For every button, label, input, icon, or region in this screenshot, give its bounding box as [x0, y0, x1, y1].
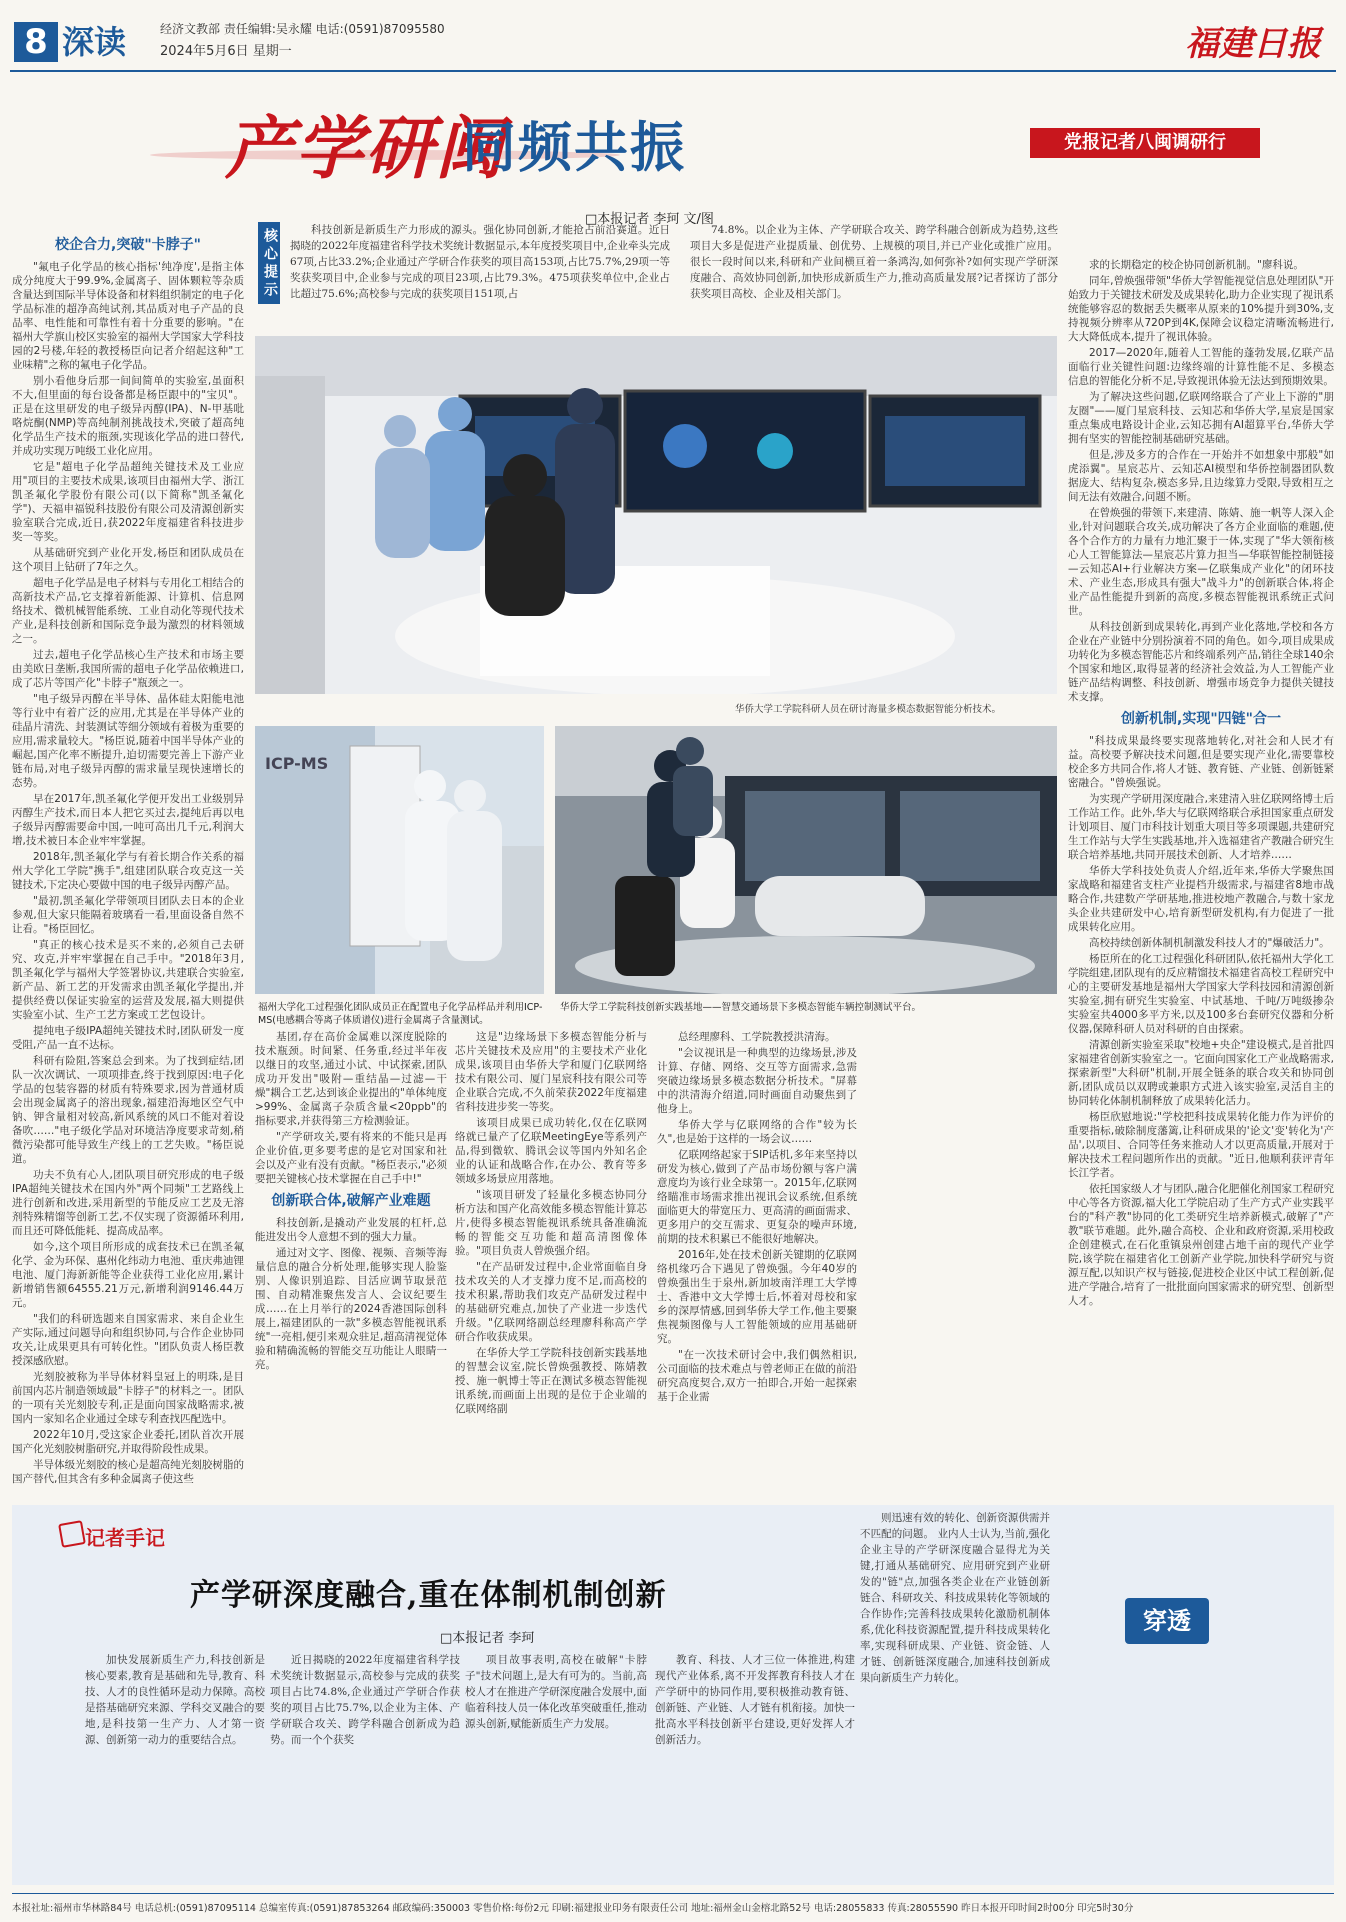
- commentary-col-4: [655, 1652, 855, 1852]
- paragraph: "在一次技术研讨会中,我们偶然相识,公司面临的技术难点与曾老师正在做的前沿研究高度契合,双方一拍即合,开始一起探索基于企业需: [657, 1349, 857, 1403]
- subhead-2: 创新联合体,破解产业难题: [271, 1193, 431, 1209]
- paragraph: 如今,这个项目所形成的成套技术已在凯圣氟化学、金为环保、惠州化纬动力电池、重庆弗迪锂电池、厦门海新新能等企业获得工业化应用,累计新增销售额64555.21万元,新增利润9146.44万元。: [12, 1241, 244, 1309]
- column-badge: 穿透: [1125, 1598, 1209, 1644]
- paragraph: 科技创新,是撬动产业发展的杠杆,总能进发出令人意想不到的强大力量。: [255, 1217, 447, 1243]
- paragraph: 华侨大学科技处负责人介绍,近年来,华侨大学聚焦国家战略和福建省支柱产业提档升级需求,与福建省8地市战略合作,共建数产学研基地,推进校地产教融合,与数十家龙头企业共建研发中心,培育新型研发机构,有力促进了一批成果转化应用。: [1068, 865, 1334, 933]
- paragraph: 为实现产学研用深度融合,来建清入驻亿联网络博士后工作站工作。此外,华大与亿联网络联合承担国家重点研发计划项目、厦门市科技计划重大项目等多项课题,共建研究生工作站与大学生实践基地,并入选福建省产教融合研究生联合培养基地,共同开展技术创新、人才培养……: [1068, 793, 1334, 861]
- paragraphs-2: [1068, 734, 1334, 1308]
- paragraph: 光刻胶被称为半导体材料皇冠上的明珠,是目前国内芯片制造领域最"卡脖子"的材料之一。团队的一项有关光刻胶专利,正是面向国家战略需求,被国内一家知名企业通过全球专利查找匹配选中。: [12, 1371, 244, 1425]
- photo-caption-1: 华侨大学工学院科研人员在研讨海量多模态数据智能分析技术。: [735, 704, 1002, 715]
- commentary-tag: 记者手记: [85, 1526, 165, 1550]
- photo-lab-monitors: [255, 336, 1057, 694]
- photo-driving-sim: [555, 726, 1057, 994]
- paragraphs-2: [255, 1216, 447, 1372]
- page-number: 8: [14, 22, 58, 62]
- paragraph: "氟电子化学品的核心指标'纯净度',是指主体成分纯度大于99.9%,金属离子、固体颗粒等杂质含量达到国际半导体设备和材料组织制定的电子化学品标准的超净高纯试剂,其品质对电子产品的良品率、电性能和可靠性有着十分重要的影响。"在福州大学旗山校区实验室的福州大学国家大学科技园的2号楼,年轻的教授杨臣向记者介绍起这种"工业味精"之称的氟电子化学品。: [12, 261, 244, 371]
- commentary-para: 近日揭晓的2022年度福建省科学技术奖统计数据显示,高校参与完成的获奖项目占比74.8%,企业通过产学研合作获奖的项目占比75.7%,以企业为主体、产学研联合攻关、跨学科融合创新成为趋势。而一个个获奖: [270, 1654, 460, 1746]
- paragraph: 高校持续创新体制机制激发科技人才的"爆破活力"。: [1089, 937, 1330, 949]
- paragraph: 2016年,处在技术创新关键期的亿联网络机缘巧合下遇见了曾焕强。今年40岁的曾焕强出生于泉州,新加坡南洋理工大学博士、香港中文大学博士后,怀着对母校和家乡的深厚情感,回到华侨大学工作,他主要聚焦视频图像与人工智能领域的应用基础研究。: [657, 1249, 857, 1345]
- paragraph: "在产品研发过程中,企业常面临自身技术攻关的人才支撑力度不足,而高校的技术积累,帮助我们攻克产品研发过程中的基础研究难点,加快了产业进一步迭代升级。"亿联网络副总经理廖科称高产学研合作收获成果。: [455, 1261, 647, 1343]
- paragraph: 2018年,凯圣氟化学与有着长期合作关系的福州大学化工学院"携手",组建团队联合攻克这一关键技术,下定决心要做中国的电子级异丙醇产品。: [12, 851, 244, 891]
- commentary-para: 项目故事表明,高校在破解"卡脖子"技术问题上,是大有可为的。当前,高校人才在推进产学研深度融合发展中,面临着科技人员一体化改革突破重任,推动源头创新,赋能新质生产力发展。: [465, 1654, 647, 1730]
- paragraph: 别小看他身后那一间间简单的实验室,虽面积不大,但里面的每台设备都是杨臣跟中的"宝贝"。正是在这里研发的电子级异丙醇(IPA)、N-甲基吡咯烷酮(NMP)等高纯制剂挑战技术,突破了超高纯化学品生产技术的瓶颈,实现该化学品的进口替代,并成功实现万吨级工业化应用。: [12, 375, 244, 457]
- editor-info: 经济文教部 责任编辑:吴永耀 电话:(0591)87095580: [160, 22, 445, 36]
- paragraph: 华侨大学与亿联网络的合作"较为长久",也是始于这样的一场会议……: [657, 1119, 857, 1145]
- photo-caption-2: 福州大学化工过程强化团队成员正在配置电子化学品样品并利用ICP-MS(电感耦合等离子体质谱仪)进行金属离子含量测试。: [258, 1002, 543, 1026]
- paragraph: 依托国家级人才与团队,融合化肥催化剂国家工程研究中心等各方资源,福大化工学院启动了生产方式产业实践平台的"科产教"协同的化工类研究生培养新模式,破解了"产教"联节难题。此外,融合高校、企业和政府资源,采用校政企创建模式,在石化重镇泉州创建占地千亩的现代产业学院,该学院在福建省化工创新产业学院,加快科学研究与资源互配,以知识产权与链接,促进校企业区中试工程创新,促进产学融合,培育了一批批面向国家需求的研究型、创新型人才。: [1068, 1183, 1334, 1307]
- paragraph: 基团,存在高价金属难以深度脱除的技术瓶颈。时间紧、任务重,经过半年夜以继日的攻坚,通过小试、中试探索,团队成功开发出"吸附—重结晶—过滤—干燥"耦合工艺,达到该企业提出的"单体纯度>99%、金属离子杂质含量<20ppb"的指标要求,并获得第三方检测验证。: [255, 1031, 447, 1127]
- article-column-1: [12, 230, 244, 1500]
- article-column-4: [657, 1030, 857, 1500]
- paragraph: 同年,曾焕强带领"华侨大学智能视觉信息处理团队"开始致力于关键技术研发及成果转化,助力企业实现了视讯系统能够容忍的数据丢失概率从原来的10%提升到30%,支持视频分辨率从720P到4K,保障会议稳定清晰流畅进行,大大降低成本,提升了视讯体验。: [1068, 275, 1334, 343]
- article-byline: □本报记者 李珂 文/图: [585, 212, 714, 227]
- keypoint-text-2: [690, 222, 1058, 322]
- paragraphs: [12, 260, 244, 1486]
- paragraph: 从科技创新到成果转化,再到产业化落地,学校和各方企业在产业链中分别扮演着不同的角色。如今,项目成果成功转化为多模态智能芯片和终端系列产品,销往全球140余个国家和地区,取得显著的经济社会效益,为人工智能产业链产品结构调整、科技创新、增强市场竞争力提供关键技术支撑。: [1068, 621, 1334, 703]
- photo-driving-illustration: [555, 726, 1057, 994]
- article-column-3: [455, 1030, 647, 1500]
- commentary-title: 产学研深度融合,重在体制机制创新: [190, 1578, 667, 1613]
- paragraph: 半导体级光刻胶的核心是超高纯光刻胶树脂的国产替代,但其含有多种金属离子使这些: [12, 1459, 244, 1485]
- article-column-5: [1068, 258, 1334, 1486]
- paragraph: 从基础研究到产业化开发,杨臣和团队成员在这个项目上钻研了7年之久。: [12, 547, 244, 573]
- keypoint-para-2: 74.8%。以企业为主体、产学研联合攻关、跨学科融合创新成为趋势,这些项目大多是促进产业提质量、创优势、上规模的项目,并已产业化或推广应用。 很长一段时间以来,科研和产业间横亘着一条鸿沟,如何弥补?如何实现产学研深度融合、高效协同创新,加快形成新质生产力,推动高质量发展?记者探访了部分获奖项目高校、企业及相关部门。: [690, 224, 1058, 300]
- photo-icpms-lab: [255, 726, 544, 994]
- banner-title-red: 产学研闽: [225, 109, 506, 189]
- paragraph: 总经理廖科、工学院教授洪清海。: [678, 1031, 836, 1043]
- commentary-col-1: [85, 1652, 265, 1852]
- commentary-para: 则迅速有效的转化、创新资源供需并不匹配的问题。 业内人士认为,当前,强化企业主导的产学研深度融合显得尤为关键,打通从基础研究、应用研究到产业研发的"链"点,加强各类企业在产业链创新链合、科研攻关、科技成果转化等领域的合作协作;完善科技成果转化激励机制体系,优化科技资源配置,提升科技成果转化率,实现科研成果、产业链、资金链、人才链、创新链深度融合,加速科技创新成果向新质生产力转化。: [860, 1512, 1050, 1684]
- commentary-col-2: [270, 1652, 460, 1852]
- paragraph: 提纯电子级IPA超纯关键技术时,团队研发一度受阻,产品一直不达标。: [12, 1025, 244, 1051]
- paragraph: 杨臣所在的化工过程强化科研团队,依托福州大学化工学院组建,团队现有的反应精馏技术福建省高校工程研究中心的主要研发基地是福州大学国家大学科技园和清源创新实验室,拥有研究生实验室、中试基地、千吨/万吨级掺杂实验室共4000多平方米,以及100多台套研究仪器和分析仪器,保障科研人员对科研的自由探索。: [1068, 953, 1334, 1035]
- commentary-col-3: [465, 1652, 647, 1852]
- section-name: 深读: [62, 23, 127, 61]
- paragraph: 这是"边缘场景下多模态智能分析与芯片关键技术及应用"的主要技术产业化成果,该项目由华侨大学和厦门亿联网络技术有限公司、厦门星宸科技有限公司等企业联合完成,不久前荣获2022年度福建省科技进步奖一等奖。: [455, 1031, 647, 1113]
- paragraph: 在曾焕强的带领下,来建清、陈婧、施一帆等人深入企业,针对问题联合攻关,成功解决了各方企业面临的难题,使各个合作方的力量有力地汇聚于一体,实现了"华大领衔核心人工智能算法—星宸芯片算力担当—华联智能控制链接—云知芯AI+行业解决方案—亿联集成产业化"的闭环技术、产业生态,形成具有强大"战斗力"的创新联合体,将企业产品性能提升到新的高度,多模态智能视讯系统正式问世。: [1068, 507, 1334, 617]
- commentary-para: 加快发展新质生产力,科技创新是核心要素,教育是基础和先导,教育、科技、人才的良性循环是动力保障。高校是搭基础研究来源、学科交叉融合的要地,是科技第一生产力、人才第一资源、创新第一动力的重要结合点。: [85, 1654, 265, 1746]
- keypoint-label: 核心提示: [258, 222, 280, 304]
- keypoint-text-1: [290, 222, 670, 322]
- paragraph: 该项目成果已成功转化,仅在亿联网络就已量产了亿联MeetingEye等系列产品,得到微软、腾讯会议等国内外知名企业的认证和战略合作,在办公、教育等多领域多场景应用落地。: [455, 1117, 647, 1185]
- paragraph: 它是"超电子化学品超纯关键技术及工业应用"项目的主要技术成果,该项目由福州大学、浙江凯圣氟化学股份有限公司(以下简称"凯圣氟化学")、天福申福锐科技股份有限公司及清源创新实验室联合完成,近日,获2022年度福建省科技进步奖一等奖。: [12, 461, 244, 543]
- subhead-3: 创新机制,实现"四链"合一: [1121, 711, 1281, 727]
- paragraph: "真正的核心技术是买不来的,必须自己去研究、攻克,并牢牢掌握在自己手中。"2018年3月,凯圣氟化学与福州大学签署协议,共建联合实验室,新产品、新工艺的开发需求由凯圣氟化学提出,并提供经费以保证实验室的运营及发展,福大则提供实验室小试、生产工艺方案或工艺包设计。: [12, 939, 244, 1021]
- paragraph: "我们的科研选题来自国家需求、来自企业生产实际,通过问题导向和组织协同,与合作企业协同攻关,让成果更具有可转化性。"团队负责人杨臣教授深感欣慰。: [12, 1313, 244, 1367]
- header-rule: [10, 70, 1336, 72]
- paragraph: 求的长期稳定的校企协同创新机制。"廖科说。: [1089, 259, 1304, 271]
- commentary-para: 教育、科技、人才三位一体推进,构建现代产业体系,离不开发挥教育科技人才在产学研中的协同作用,要积极推动教育链、创新链、产业链、人才链有机衔接。加快一批高水平科技创新平台建设,更好发挥人才创新活力。: [655, 1654, 855, 1746]
- paragraph: "科技成果最终要实现落地转化,对社会和人民才有益。高校要予解决技术问题,但是要实现产业化,需要靠校校企多方共同合作,将人才链、教育链、产业链、创新链紧密融合。"曾焕强说。: [1068, 735, 1334, 789]
- series-tag: 党报记者八闽调研行: [1030, 128, 1260, 158]
- paragraph: 功夫不负有心人,团队项目研究形成的电子级IPA超纯关键技术在国内外"两个同频"工艺路线上进行创新和改进,采用新型的节能反应工艺及无溶剂特殊精馏等创新工艺,不仅实现了资源循环利用,而且还可降低能耗、提高成品率。: [12, 1169, 244, 1237]
- paragraphs: [455, 1030, 647, 1416]
- paragraph: "该项目研发了轻量化多模态协同分析方法和国产化高效能多模态智能计算芯片,使得多模态智能视讯系统具备准确流畅的智能交互功能和超高清图像体验。"项目负责人曾焕强介绍。: [455, 1189, 647, 1257]
- subhead-1: 校企合力,突破"卡脖子": [55, 237, 201, 253]
- paragraph: 科研有险阻,答案总会到来。为了找到症结,团队一次次调试、一项项排查,终于找到原因:电子化学品的包装容器的材质有特殊要求,因为普通材质会出现金属离子的溶出现象,福建沿海地区空气中钠、钾含量相对较高,新风系统的风口不能对着设备吹……"电子级化学品对环境洁净度要求苛刻,稍微污染都可能导致生产线上的工艺失败。"杨臣说道。: [12, 1055, 244, 1165]
- paragraph: 但是,涉及多方的合作在一开始并不如想象中那般"如虎添翼"。星宸芯片、云知芯AI模型和华侨控制器团队数据庞大、结构复杂,模态多异,且边缘算力受限,导致相互之间无法有效融合,问题不断。: [1068, 449, 1334, 503]
- paragraph: 2022年10月,受这家企业委托,团队首次开展国产化光刻胶树脂研究,并取得阶段性成果。: [12, 1429, 244, 1455]
- paragraphs: [1068, 258, 1334, 704]
- pen-icon: [58, 1520, 86, 1548]
- footer-info: 本报社址:福州市华林路84号 电话总机:(0591)87095114 总编室传真:(0591)87853264 邮政编码:350003 零售价格:每份2元 印刷:福建报业印务有限责任公司 地址:福州金山金榕北路52号 电话:28055833 传真:28055590 昨日本报开印时间2时00分 印完5时30分: [12, 1893, 1334, 1914]
- banner-title-blue: 同频共振: [462, 116, 686, 179]
- paragraph: "会议视讯是一种典型的边缘场景,涉及计算、存储、网络、交互等方面需求,急需突破边缘场景多模态数据分析技术。"屏幕中的洪清海介绍道,同时画面自动聚焦到了他身上。: [657, 1047, 857, 1115]
- paragraph: 超电子化学品是电子材料与专用化工相结合的高新技术产品,它支撑着新能源、计算机、信息网络技术、微机械智能系统、工业自动化等现代技术产业,是科技创新和国际竞争最为激烈的材料领域之一。: [12, 577, 244, 645]
- issue-date: 2024年5月6日 星期一: [160, 44, 292, 59]
- commentary-col-5: [860, 1510, 1050, 1870]
- paragraph: "电子级异丙醇在半导体、晶体硅太阳能电池等行业中有着广泛的应用,尤其是在半导体产业的硅晶片清洗、封装测试等细分领域有着极为重要的应用,需求量较大。"杨臣说,随着中国半导体产业的崛起,国产化率不断提升,迫切需要完善上下游产业链布局,对电子级异丙醇的需求量呈现快速增长的态势。: [12, 693, 244, 789]
- commentary-byline: □本报记者 李珂: [440, 1631, 535, 1646]
- paragraph: 早在2017年,凯圣氟化学便开发出工业级别异丙醇生产技术,而日本人把它买过去,提纯后再以电子级异丙醇需要命中国,一吨可高出几千元,利润大增,技术被日本企业牢牢掌握。: [12, 793, 244, 847]
- photo-lab-illustration: [255, 336, 1057, 694]
- icpms-label: ICP-MS: [265, 754, 329, 773]
- article-column-2: [255, 1030, 447, 1500]
- photo-caption-3: 华侨大学工学院科技创新实践基地——智慧交通场景下多模态智能车辆控制测试平台。: [560, 1002, 922, 1013]
- paragraph: 为了解决这些问题,亿联网络联合了产业上下游的"朋友圈"——厦门星宸科技、云知芯和华侨大学,星宸是国家重点集成电路设计企业,云知芯拥有AI超算平台,华侨大学拥有坚实的智能控制基础研究基础。: [1068, 391, 1334, 445]
- paragraphs: [657, 1030, 857, 1404]
- paragraph: 亿联网络起家于SIP话机,多年来坚持以研发为核心,做到了产品市场份额与客户满意度均为该行业全球第一。2015年,亿联网络瞄准市场需求推出视讯会议系统,但系统面临更大的带宽压力、更高清的画面需求、更多用户的交互需求、更复杂的噪声环境,前期的技术积累已不能很好地解决。: [657, 1149, 857, 1245]
- keypoint-para-1: 科技创新是新质生产力形成的源头。强化协同创新,才能抢占前沿赛道。近日揭晓的2022年度福建省科学技术奖统计数据显示,本年度授奖项目中,企业牵头完成67项,占比33.2%;企业通过产学研合作获奖的项目高153项,占比75.7%,29项一等奖获奖项目中,企业参与完成的项目23项,占比79.3%。475项获奖单位中,企业占比超过75.6%;高校参与完成的获奖项目151项,占: [290, 224, 670, 300]
- paragraph: 过去,超电子化学品核心生产技术和市场主要由美欧日垄断,我国所需的超电子化学品依赖进口,成了芯片等国产化"卡脖子"瓶颈之一。: [12, 649, 244, 689]
- paragraph: "产学研攻关,要有将来的不能只是再企业价值,更多要考虑的是它对国家和社会以及产业有没有贡献。"杨臣表示,"必须要把关键核心技术掌握在自己手中!": [255, 1131, 447, 1185]
- paragraph: 杨臣欣慰地说:"学校把科技成果转化能力作为评价的重要指标,破除制度藩篱,让科研成果的'论文'变'转化为'产品',以项目、合同等任务来推动人才以更高质量,开展对于解决技术工程问题所作出的贡献。"近日,他顺利获评青年长江学者。: [1068, 1111, 1334, 1179]
- paragraph: 清源创新实验室采取"校地+央企"建设模式,是首批四家福建省创新实验室之一。它面向国家化工产业战略需求,探索新型"大科研"机制,开展全链条的联合攻关和协同创新,团队成员以双聘或兼职方式进入该实验室,灵活自主的协同转化体制机制释放了成果转化活力。: [1068, 1039, 1334, 1107]
- paragraph: 通过对文字、图像、视频、音频等海量信息的融合分析处理,能够实现人脸鉴别、人像识别追踪、目活应调节取景范围、自动精准聚焦发言人、会议纪要生成……在上月举行的2024香港国际创科展上,福建团队的一款"多模态智能视讯系统"一亮相,便引来观众驻足,超高清视觉体验和精确流畅的智能交互功能让人眼睛一亮。: [255, 1247, 447, 1371]
- paragraph: 2017—2020年,随着人工智能的蓬勃发展,亿联产品面临行业关键性问题:边缘终端的计算性能不足、多模态信息的智能化分析不足,导致视讯体验无法达到预期效果。: [1068, 347, 1334, 387]
- newspaper-logo: 福建日报: [1185, 24, 1321, 64]
- paragraph: "最初,凯圣氟化学带领项目团队去日本的企业参观,但大家只能隔着玻璃看一看,里面设备自然不让看。"杨臣回忆。: [12, 895, 244, 935]
- paragraphs: [255, 1030, 447, 1186]
- paragraph: 在华侨大学工学院科技创新实践基地的智慧会议室,院长曾焕强教授、陈婧教授、施一帆博士等正在测试多模态智能视讯系统,而画面上出现的是位于企业端的亿联网络副: [455, 1347, 647, 1415]
